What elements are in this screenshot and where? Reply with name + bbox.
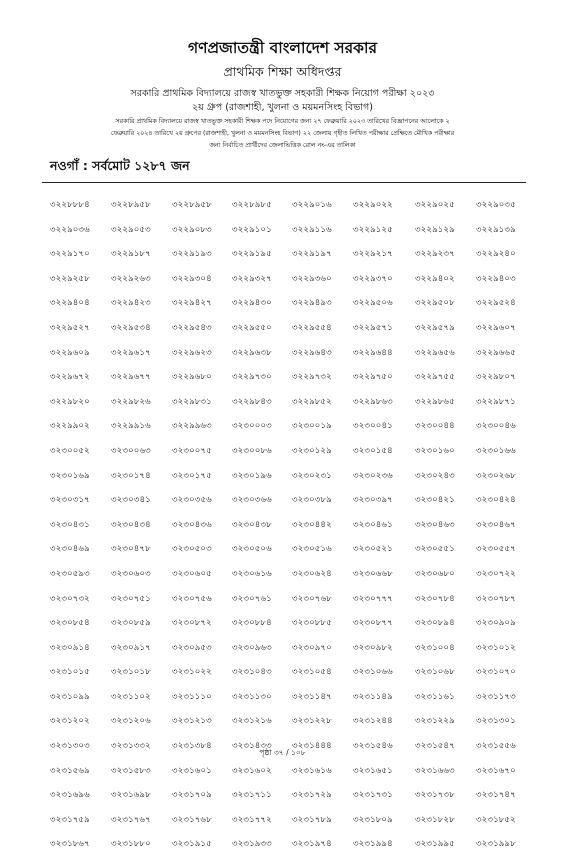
roll-row (50, 518, 524, 543)
roll-number: ৩২২৯০৩৬ (50, 224, 90, 235)
roll-number: ৩২৩০০৪১ (353, 421, 393, 432)
roll-number: ৩২৩০০৪৬ (476, 421, 516, 432)
roll-row (50, 198, 524, 223)
roll-number: ৩২৩১৯৯৮ (476, 839, 516, 850)
roll-number: ৩২২৯১৯৭ (292, 249, 332, 260)
roll-number: ৩২২৯২১৭ (353, 249, 393, 260)
roll-number: ৩২২৯৫০৮ (415, 298, 455, 309)
roll-number: ৩২৩০৮৫৪ (50, 618, 90, 629)
roll-number: ৩২২৯৬৪৩ (292, 347, 332, 358)
roll-number: ৩২৩১৪৩৩ (232, 741, 272, 752)
roll-number: ৩২৩০৭৬৮ (292, 593, 332, 604)
roll-number: ৩২২৯০৫৩ (111, 224, 151, 235)
roll-number: ৩২৩০০৮৬ (232, 445, 272, 456)
notice-line-3: জন্য নির্বাচিত প্রার্থীদের জেলাভিত্তিক রোল নং-এর তালিকা (209, 142, 356, 149)
roll-number: ৩২৩১৬১৬ (292, 765, 332, 776)
roll-number: ৩২৩১২২৯ (415, 716, 455, 727)
roll-number: ৩২৩১৮৮০ (111, 839, 151, 850)
roll-number: ৩২৩১৭৫৯ (50, 814, 90, 825)
roll-number: ৩২২৯৫৫৪ (292, 322, 332, 333)
roll-number: ৩২২৯৪০৩ (476, 273, 516, 284)
roll-number: ৩২৩০৭৭৭ (353, 593, 393, 604)
roll-number: ৩২২৯৬৩৮ (232, 347, 272, 358)
roll-number: ৩২৩১৩০৩ (50, 741, 90, 752)
roll-number: ৩২২৯৫৪৩ (172, 322, 212, 333)
roll-number: ৩২২৯১০১ (232, 224, 272, 235)
roll-number: ৩২৩১৮৬৭ (50, 839, 90, 850)
roll-number: ৩২৩০৪৩৮ (232, 519, 272, 530)
roll-number: ৩২৩১৯৩৩ (232, 839, 272, 850)
roll-number: ৩২২৯১৭০ (50, 249, 90, 260)
roll-number: ৩২৩১২১৬ (232, 716, 272, 727)
roll-number: ৩২২৯৫৭১ (353, 322, 393, 333)
roll-number: ৩২৩১০৪৩ (232, 667, 272, 678)
roll-number: ৩২২৯০৮৩ (172, 224, 212, 235)
roll-number: ৩২৩০১৫৪ (353, 445, 393, 456)
roll-number: ৩২২৯৭৫৫ (415, 372, 455, 383)
roll-number: ৩২৩১৮৫২ (476, 814, 516, 825)
roll-number: ৩২২৯৩৭০ (353, 273, 393, 284)
roll-row (50, 788, 524, 813)
roll-number: ৩২৩১০১৮ (111, 667, 151, 678)
roll-number: ৩২২৯৯১৬ (111, 421, 151, 432)
roll-number: ৩২৩০৯৫৩ (172, 642, 212, 653)
roll-number: ৩২৩১৭৩৮ (415, 790, 455, 801)
roll-number: ৩২৩১২৪৪ (353, 716, 393, 727)
roll-number: ৩২৩০০৭৫ (172, 445, 212, 456)
roll-number: ৩২৩০৪৩৬ (172, 519, 212, 530)
roll-number: ৩২৩০১৬৯ (50, 470, 90, 481)
roll-number: ৩২২৯১২৫ (353, 224, 393, 235)
roll-number: ৩২৩০৮৯৪ (415, 618, 455, 629)
roll-number: ৩২৩১০৭০ (476, 667, 516, 678)
roll-number: ৩২৩১৫৮৩ (111, 765, 151, 776)
roll-number: ৩২৩০০১৯ (292, 421, 332, 432)
roll-number: ৩২৩০৫৫১ (415, 544, 455, 555)
roll-number: ৩২৩১৭৭২ (232, 814, 272, 825)
roll-number: ৩২৩০২৬৮ (476, 470, 516, 481)
roll-number: ৩২২৯৬০৯ (50, 347, 90, 358)
roll-number: ৩২২৯৫৩৪ (111, 322, 151, 333)
roll-number: ৩২২৯০৩৫ (476, 200, 516, 210)
roll-number: ৩২৩০১৭৫ (172, 470, 212, 481)
roll-number: ৩২৩০৪৭৮ (111, 544, 151, 555)
roll-number: ৩২২৯৮৭১ (476, 396, 516, 407)
roll-number: ৩২৩০৪৪২ (292, 519, 332, 530)
roll-number: ৩২৩১০৯৯ (50, 691, 90, 702)
roll-number: ৩২২৯৮০৭ (476, 372, 516, 383)
roll-number: ৩২৩১০১৫ (50, 667, 90, 678)
notice-line-1: সরকারি প্রাথমিক বিদ্যালয়ে রাজস্ব খাতভুক্ত সহকারী শিক্ষক পদে নিয়োগের জন্য ২৭ ফেব্রুয়ারি ২০২৩ তারিখের বিজ্ঞাপনের আলোকে ২ (115, 118, 450, 125)
roll-row (50, 272, 524, 297)
roll-number: ৩২৩০৭৫৬ (172, 593, 212, 604)
roll-row (50, 321, 524, 346)
roll-number: ৩২৩০৫২১ (353, 544, 393, 555)
roll-number: ৩২৩১৫৪৭ (415, 741, 455, 752)
roll-number: ৩২২৯১১৬ (292, 224, 332, 235)
roll-number: ৩২৩০৬০৫ (172, 568, 212, 579)
roll-number: ৩২২৯৭৩০ (232, 372, 272, 383)
roll-number: ৩২৩১৭৬৮ (172, 814, 212, 825)
roll-number: ৩২২৯৮৩১ (172, 396, 212, 407)
roll-number: ৩২৩১৬০১ (172, 765, 212, 776)
roll-number: ৩২৩১১০২ (111, 691, 151, 702)
roll-number: ৩২৩০০৪৪ (415, 421, 455, 432)
roll-number: ৩২৩০৫৯৩ (50, 568, 90, 579)
roll-number: ৩২৩১৭৬৭ (111, 814, 151, 825)
exam-title: সরকারি প্রাথমিক বিদ্যালয়ে রাজস্ব খাতভুক্ত সহকারী শিক্ষক নিয়োগ পরীক্ষা ২০২৩ (130, 88, 435, 99)
roll-number: ৩২৩০৯৮২ (353, 642, 393, 653)
roll-number: ৩২৩০৬০৩ (111, 568, 151, 579)
roll-number: ৩২৩০৯১৪ (50, 642, 90, 653)
roll-number: ৩২২৯৫৫০ (232, 322, 272, 333)
roll-number: ৩২৩০৪৩৪ (111, 519, 151, 530)
roll-number: ৩২৩১৯৯৪ (353, 839, 393, 850)
roll-row (50, 690, 524, 715)
roll-number: ৩২২৯২৬৩ (111, 273, 151, 284)
roll-number: ৩২৩০৫০৬ (232, 544, 272, 555)
roll-number: ৩২২৯০১৬ (292, 200, 332, 210)
roll-number: ৩২২৯৩২৭ (232, 273, 272, 284)
roll-number: ৩২৩১৬৯৬ (50, 790, 90, 801)
roll-row (50, 665, 524, 690)
roll-number: ৩২৩১৭৪৭ (476, 790, 516, 801)
roll-row (50, 837, 524, 862)
roll-number: ৩২৩১৭০৯ (172, 790, 212, 801)
roll-number: ৩২৩১১৩০ (232, 691, 272, 702)
roll-number: ৩২৩০৬১৬ (232, 568, 272, 579)
roll-number: ৩২৩০৮৮৫ (292, 618, 332, 629)
roll-number: ৩২৩১৫৬৯ (50, 765, 90, 776)
heading-divider (42, 182, 526, 183)
roll-number: ৩২২৯০২২ (353, 200, 393, 210)
roll-row (50, 370, 524, 395)
roll-number: ৩২৩০৫০৩ (172, 544, 212, 555)
roll-number: ৩২৩০৪৬৯ (50, 544, 90, 555)
roll-number: ৩২৩১২১৩ (172, 716, 212, 727)
roll-number: ৩২২৯৪০৪ (50, 298, 90, 309)
roll-number: ৩২২৯১২৯ (415, 224, 455, 235)
roll-number: ৩২২৯৮২০ (50, 396, 90, 407)
roll-number: ৩২২৯৬৭৭ (111, 372, 151, 383)
roll-number: ৩২৩০৭৮৪ (415, 593, 455, 604)
roll-number: ৩২৩০৩৮৯ (292, 495, 332, 506)
roll-number: ৩২২৯২৩৭ (415, 249, 455, 260)
roll-number: ৩২৩০৩৬৬ (232, 495, 272, 506)
roll-number: ৩২৩১৫৫৬ (476, 741, 516, 752)
roll-row (50, 542, 524, 567)
roll-row (50, 469, 524, 494)
roll-number: ৩২৩০৪৬৭ (476, 519, 516, 530)
roll-number: ৩২৩০০০৩ (232, 421, 272, 432)
roll-row (50, 714, 524, 739)
roll-number: ৩২৩০৮৭২ (172, 618, 212, 629)
roll-number: ৩২৩০৯৬৩ (232, 642, 272, 653)
roll-number: ৩২৩০৪২১ (415, 495, 455, 506)
roll-number: ৩২৩০৮৮৪ (232, 618, 272, 629)
roll-number: ৩২৩০৭৩২ (50, 593, 90, 604)
roll-number: ৩২২৮৯৮৫ (232, 200, 272, 210)
roll-number: ৩২৩১০১২ (476, 642, 516, 653)
roll-row (50, 764, 524, 789)
roll-number: ৩২২৯১৩৯ (476, 224, 516, 235)
roll-number: ৩২২৯১৮৭ (111, 249, 151, 260)
roll-number: ৩২৩১০৫৪ (292, 667, 332, 678)
roll-number: ৩২৩০৩১৭ (50, 495, 90, 506)
roll-number: ৩২৩১২০৬ (111, 716, 151, 727)
roll-number: ৩২৩১৩০১ (476, 716, 516, 727)
roll-row (50, 247, 524, 272)
notice-line-2: ফেব্রুয়ারি ২০২৪ তারিখে ২য় গ্রুপের (রাজশাহী, খুলনা ও ময়মনসিংহ বিভাগ) ২২ জেলায় গৃহীত লিখিত পরীক্ষার প্রেক্ষিতে মৌখিক পরীক্ষার (110, 130, 455, 137)
roll-number: ৩২২৯৬৬৫ (476, 347, 516, 358)
roll-number: ৩২৩১৩৩২ (111, 741, 151, 752)
roll-number: ৩২৩০৩৪১ (111, 495, 151, 506)
roll-number: ৩২২৯৬০৭ (476, 322, 516, 333)
roll-number: ৩২২৯৮৬৩ (353, 396, 393, 407)
roll-number: ৩২৩০৬২৪ (292, 568, 332, 579)
roll-number: ৩২৩১৬৭০ (476, 765, 516, 776)
roll-number: ৩২৩০৭৬১ (232, 593, 272, 604)
roll-number: ৩২২৯৭৫০ (353, 372, 393, 383)
roll-row (50, 493, 524, 518)
roll-number: ৩২২৯৪৯৩ (292, 298, 332, 309)
roll-number: ৩২৩০১৭৪ (111, 470, 151, 481)
roll-number: ৩২৩০১৬৬ (476, 445, 516, 456)
roll-row (50, 296, 524, 321)
roll-number: ৩২২৯৬৭২ (50, 372, 90, 383)
roll-number: ৩২৩১৮২৮ (415, 814, 455, 825)
roll-number: ৩২৩১০৬৬ (353, 667, 393, 678)
roll-number: ৩২২৯৪০২ (415, 273, 455, 284)
roll-number: ৩২২৯৪২৭ (172, 298, 212, 309)
roll-row (50, 223, 524, 248)
roll-number: ৩২৩১৮০৯ (353, 814, 393, 825)
roll-number: ৩২৩০৯৭০ (292, 642, 332, 653)
roll-number: ৩২৩০২৪৩ (415, 470, 455, 481)
roll-number: ৩২৩০৭৮৭ (476, 593, 516, 604)
roll-number: ৩২২৯৫২৪ (476, 298, 516, 309)
roll-row (50, 813, 524, 838)
roll-number: ৩২৩০৬৮০ (415, 568, 455, 579)
roll-number: ৩২৩১০২২ (172, 667, 212, 678)
notice-text (40, 116, 525, 152)
roll-number: ৩২২৯২৫৮ (50, 273, 90, 284)
roll-number: ৩২৩১৬০২ (232, 765, 272, 776)
roll-number: ৩২২৯৮৬৫ (415, 396, 455, 407)
roll-number: ৩২২৯২৪০ (476, 249, 516, 260)
district-heading: নওগাঁ : সর্বমোট ১২৮৭ জন (50, 158, 190, 173)
government-title: গণপ্রজাতন্ত্রী বাংলাদেশ সরকার (187, 39, 378, 57)
department-title: প্রাথমিক শিক্ষা অধিদপ্তর (223, 64, 342, 79)
roll-number: ৩২২৯৫৭৯ (415, 322, 455, 333)
roll-number: ৩২৩০৪৬১ (353, 519, 393, 530)
roll-number: ৩২৩১৭৩১ (353, 790, 393, 801)
roll-number: ৩২২৮৯৫৮ (111, 200, 151, 210)
roll-number: ৩২৩১৯১৫ (172, 839, 212, 850)
roll-number: ৩২২৯৬১৭ (111, 347, 151, 358)
roll-number: ৩২৩০৭২২ (476, 568, 516, 579)
roll-row (50, 592, 524, 617)
roll-number: ৩২৩০২৩১ (292, 470, 332, 481)
roll-number: ৩২৩১১১০ (172, 691, 212, 702)
roll-number: ৩২৩০৪৬৩ (415, 519, 455, 530)
roll-number: ৩২৩১৬৫১ (353, 765, 393, 776)
roll-number: ৩২৩১৩৮৪ (172, 741, 212, 752)
roll-number: ৩২২৮৯৫৮ (172, 200, 212, 210)
roll-number: ৩২৩১৭১১ (232, 790, 272, 801)
roll-number: ৩২২৯১৯৫ (232, 249, 272, 260)
roll-number: ৩২৩০৮৫৯ (111, 618, 151, 629)
roll-number: ৩২২৯৬২৩ (172, 347, 212, 358)
roll-number: ৩২৩০৯১৭ (111, 642, 151, 653)
roll-number: ৩২৩১২২৮ (292, 716, 332, 727)
roll-number: ৩২২৮৮৮৪ (50, 200, 90, 210)
roll-number: ৩২৩০১৯৬ (232, 470, 272, 481)
roll-number: ৩২৩১২০২ (50, 716, 90, 727)
roll-number: ৩২২৯৬৪৪ (353, 347, 393, 358)
roll-number: ৩২২৯৮২৬ (111, 396, 151, 407)
roll-number: ৩২৩০৪৩১ (50, 519, 90, 530)
roll-number: ৩২৩০৫৫৭ (476, 544, 516, 555)
group-title: ২য় গ্রুপ (রাজশাহী, খুলনা ও ময়মনসিংহ বিভাগ) (192, 102, 373, 113)
roll-number: ৩২৩০৮৭৭ (353, 618, 393, 629)
roll-number: ৩২৩০৪২৪ (476, 495, 516, 506)
roll-number: ৩২২৯৪২৩ (111, 298, 151, 309)
roll-number: ৩২৩১৯৭৪ (292, 839, 332, 850)
roll-number: ৩২৩০০৬৩ (111, 445, 151, 456)
roll-number: ৩২৩০২৩৬ (353, 470, 393, 481)
roll-number: ৩২২৯৬৮০ (172, 372, 212, 383)
roll-number: ৩২৩১১৬১ (415, 691, 455, 702)
roll-number: ৩২২৯৯৬৩ (172, 421, 212, 432)
roll-number: ৩২২৯৮৪৩ (232, 396, 272, 407)
roll-number-grid (50, 198, 524, 862)
roll-number: ৩২২৯৪৩০ (232, 298, 272, 309)
roll-number: ৩২২৯৬৫৬ (415, 347, 455, 358)
roll-number: ৩২২৯০২৫ (415, 200, 455, 210)
roll-number: ৩২৩১০০৪ (415, 642, 455, 653)
roll-row (50, 444, 524, 469)
roll-number: ৩২৩০১২৯ (292, 445, 332, 456)
roll-row (50, 419, 524, 444)
roll-number: ৩২৩১৭২৯ (292, 790, 332, 801)
roll-number: ৩২২৯৩০৪ (172, 273, 212, 284)
roll-row (50, 641, 524, 666)
roll-row (50, 346, 524, 371)
roll-number: ৩২৩১৭৮৯ (292, 814, 332, 825)
roll-number: ৩২৩১৯৯৫ (415, 839, 455, 850)
roll-number: ৩২২৯৫২৭ (50, 322, 90, 333)
roll-number: ৩২৩১৬৬৩ (415, 765, 455, 776)
roll-number: ৩২৩১০৬৮ (415, 667, 455, 678)
roll-number: ৩২২৯৫০৬ (353, 298, 393, 309)
roll-row (50, 395, 524, 420)
roll-number: ৩২৩০৬৬৮ (353, 568, 393, 579)
roll-number: ৩২৩০৭৫১ (111, 593, 151, 604)
page-number: পৃষ্ঠা ৩৭ / ১০৮ (259, 748, 306, 757)
roll-number: ৩২৩০৯০৯ (476, 618, 516, 629)
roll-number: ৩২২৯৭৩২ (292, 372, 332, 383)
roll-number: ৩২২৯১৯৩ (172, 249, 212, 260)
roll-number: ৩২৩১১৪৭ (292, 691, 332, 702)
roll-number: ৩২২৯৮৫২ (292, 396, 332, 407)
roll-number: ৩২৩০০৫২ (50, 445, 90, 456)
roll-number: ৩২৩০১৬০ (415, 445, 455, 456)
roll-number: ৩২৩১১৪৯ (353, 691, 393, 702)
roll-number: ৩২৩০৩৫৬ (172, 495, 212, 506)
roll-row (50, 616, 524, 641)
roll-number: ৩২৩১৬৯৮ (111, 790, 151, 801)
roll-number: ৩২৩০৩৯৭ (353, 495, 393, 506)
roll-number: ৩২২৯৩৬০ (292, 273, 332, 284)
roll-number: ৩২৩০৫১৬ (292, 544, 332, 555)
roll-row (50, 567, 524, 592)
roll-number: ৩২৩১১৭৩ (476, 691, 516, 702)
roll-number: ৩২৩১৪৪৪ (292, 741, 332, 752)
roll-number: ৩২২৯৯০২ (50, 421, 90, 432)
roll-number: ৩২৩১৫৪৬ (353, 741, 393, 752)
